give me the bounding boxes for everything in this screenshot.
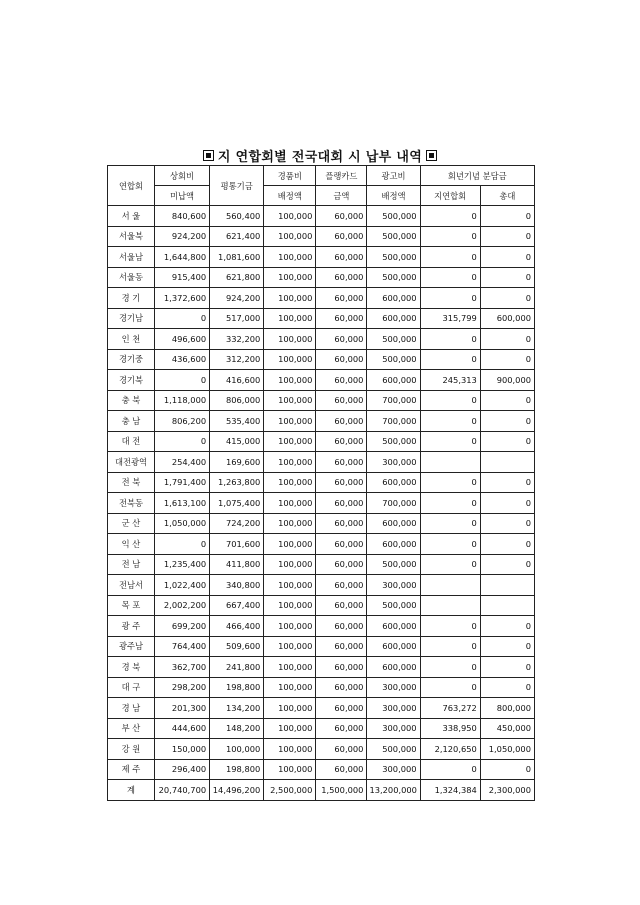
value-cell: 466,400 — [210, 616, 264, 637]
region-cell: 서울북 — [108, 226, 155, 247]
value-cell: 450,000 — [480, 718, 534, 739]
table-row — [108, 411, 535, 432]
value-cell: 1,613,100 — [154, 493, 209, 514]
table-row — [108, 472, 535, 493]
value-cell: 764,400 — [154, 636, 209, 657]
value-cell: 60,000 — [316, 554, 367, 575]
value-cell: 312,200 — [210, 349, 264, 370]
value-cell: 100,000 — [264, 657, 316, 678]
value-cell: 300,000 — [367, 759, 420, 780]
value-cell: 1,500,000 — [316, 780, 367, 801]
value-cell: 60,000 — [316, 759, 367, 780]
value-cell: 100,000 — [264, 698, 316, 719]
value-cell: 621,400 — [210, 226, 264, 247]
value-cell: 60,000 — [316, 575, 367, 596]
value-cell: 60,000 — [316, 206, 367, 227]
value-cell: 0 — [420, 493, 480, 514]
region-cell: 서 울 — [108, 206, 155, 227]
value-cell: 535,400 — [210, 411, 264, 432]
value-cell: 300,000 — [367, 698, 420, 719]
table-row — [108, 206, 535, 227]
value-cell: 0 — [480, 349, 534, 370]
header-prize: 경품비 — [264, 166, 316, 186]
value-cell: 60,000 — [316, 329, 367, 350]
header-regional: 지연합회 — [420, 186, 480, 206]
value-cell: 415,000 — [210, 431, 264, 452]
value-cell: 60,000 — [316, 267, 367, 288]
region-cell: 경기남 — [108, 308, 155, 329]
value-cell: 60,000 — [316, 431, 367, 452]
value-cell: 621,800 — [210, 267, 264, 288]
header-anniversary: 회년기념 분담금 — [420, 166, 534, 186]
value-cell: 0 — [480, 226, 534, 247]
table-row — [108, 595, 535, 616]
value-cell: 100,000 — [264, 370, 316, 391]
value-cell: 0 — [420, 677, 480, 698]
table-row — [108, 677, 535, 698]
value-cell: 100,000 — [264, 636, 316, 657]
value-cell: 2,300,000 — [480, 780, 534, 801]
value-cell: 100,000 — [264, 472, 316, 493]
value-cell: 150,000 — [154, 739, 209, 760]
value-cell: 0 — [420, 657, 480, 678]
value-cell: 600,000 — [367, 636, 420, 657]
value-cell: 100,000 — [264, 739, 316, 760]
value-cell: 60,000 — [316, 390, 367, 411]
region-cell: 전 북 — [108, 472, 155, 493]
value-cell: 500,000 — [367, 554, 420, 575]
value-cell — [480, 452, 534, 473]
value-cell: 198,800 — [210, 759, 264, 780]
value-cell: 500,000 — [367, 595, 420, 616]
payment-table — [107, 165, 535, 801]
value-cell: 924,200 — [210, 288, 264, 309]
value-cell: 60,000 — [316, 452, 367, 473]
value-cell: 100,000 — [210, 739, 264, 760]
value-cell: 806,000 — [210, 390, 264, 411]
value-cell: 60,000 — [316, 595, 367, 616]
value-cell: 60,000 — [316, 534, 367, 555]
value-cell: 600,000 — [367, 616, 420, 637]
value-cell: 0 — [420, 431, 480, 452]
value-cell — [420, 575, 480, 596]
region-cell: 대 전 — [108, 431, 155, 452]
square-bullet-icon — [426, 150, 437, 161]
value-cell: 60,000 — [316, 493, 367, 514]
value-cell: 0 — [480, 636, 534, 657]
value-cell: 1,372,600 — [154, 288, 209, 309]
region-cell: 경 남 — [108, 698, 155, 719]
value-cell: 0 — [420, 513, 480, 534]
value-cell: 100,000 — [264, 513, 316, 534]
value-cell: 100,000 — [264, 226, 316, 247]
region-cell: 강 원 — [108, 739, 155, 760]
value-cell: 0 — [154, 431, 209, 452]
value-cell: 0 — [420, 349, 480, 370]
table-row — [108, 698, 535, 719]
value-cell: 600,000 — [480, 308, 534, 329]
table-row — [108, 390, 535, 411]
value-cell: 600,000 — [367, 534, 420, 555]
value-cell: 600,000 — [367, 513, 420, 534]
value-cell: 241,800 — [210, 657, 264, 678]
value-cell: 500,000 — [367, 206, 420, 227]
value-cell: 100,000 — [264, 759, 316, 780]
value-cell: 0 — [480, 513, 534, 534]
value-cell: 100,000 — [264, 575, 316, 596]
header-fund: 평통기금 — [210, 166, 264, 206]
value-cell: 0 — [420, 247, 480, 268]
title-text: 지 연합회별 전국대회 시 납부 내역 — [217, 150, 423, 165]
value-cell: 0 — [480, 431, 534, 452]
table-row — [108, 329, 535, 350]
value-cell: 0 — [154, 308, 209, 329]
value-cell: 60,000 — [316, 616, 367, 637]
value-cell: 362,700 — [154, 657, 209, 678]
value-cell: 1,644,800 — [154, 247, 209, 268]
table-row — [108, 575, 535, 596]
value-cell: 806,200 — [154, 411, 209, 432]
region-cell: 경 기 — [108, 288, 155, 309]
value-cell: 0 — [420, 411, 480, 432]
value-cell: 0 — [420, 329, 480, 350]
value-cell: 296,400 — [154, 759, 209, 780]
value-cell: 100,000 — [264, 288, 316, 309]
region-cell: 부 산 — [108, 718, 155, 739]
header-dues: 상회비 — [154, 166, 209, 186]
value-cell: 0 — [420, 226, 480, 247]
value-cell: 100,000 — [264, 247, 316, 268]
value-cell: 500,000 — [367, 267, 420, 288]
value-cell: 0 — [480, 554, 534, 575]
square-bullet-icon — [203, 150, 214, 161]
value-cell: 600,000 — [367, 308, 420, 329]
table-row — [108, 493, 535, 514]
header-unpaid: 미납액 — [154, 186, 209, 206]
value-cell: 0 — [480, 657, 534, 678]
value-cell: 0 — [480, 267, 534, 288]
value-cell: 1,791,400 — [154, 472, 209, 493]
value-cell: 100,000 — [264, 390, 316, 411]
value-cell: 0 — [480, 472, 534, 493]
header-row-top — [108, 166, 535, 186]
value-cell: 60,000 — [316, 411, 367, 432]
table-row — [108, 267, 535, 288]
value-cell: 169,600 — [210, 452, 264, 473]
value-cell: 60,000 — [316, 718, 367, 739]
value-cell: 1,022,400 — [154, 575, 209, 596]
value-cell: 60,000 — [316, 370, 367, 391]
value-cell: 198,800 — [210, 677, 264, 698]
value-cell: 60,000 — [316, 513, 367, 534]
value-cell: 500,000 — [367, 329, 420, 350]
value-cell: 699,200 — [154, 616, 209, 637]
region-cell: 경기중 — [108, 349, 155, 370]
region-cell: 전 남 — [108, 554, 155, 575]
table-row — [108, 554, 535, 575]
value-cell: 0 — [420, 472, 480, 493]
value-cell: 0 — [480, 288, 534, 309]
value-cell: 100,000 — [264, 452, 316, 473]
value-cell: 0 — [420, 554, 480, 575]
table-row — [108, 636, 535, 657]
value-cell — [480, 595, 534, 616]
value-cell — [420, 595, 480, 616]
value-cell: 0 — [480, 677, 534, 698]
total-row — [108, 780, 535, 801]
region-cell: 목 포 — [108, 595, 155, 616]
value-cell: 315,799 — [420, 308, 480, 329]
value-cell: 1,235,400 — [154, 554, 209, 575]
value-cell: 100,000 — [264, 554, 316, 575]
value-cell: 0 — [420, 636, 480, 657]
value-cell: 20,740,700 — [154, 780, 209, 801]
value-cell: 0 — [420, 206, 480, 227]
region-cell: 전북동 — [108, 493, 155, 514]
value-cell: 1,324,384 — [420, 780, 480, 801]
region-cell: 전남서 — [108, 575, 155, 596]
value-cell: 0 — [480, 411, 534, 432]
value-cell: 1,118,000 — [154, 390, 209, 411]
value-cell: 100,000 — [264, 349, 316, 370]
table-row — [108, 513, 535, 534]
value-cell: 0 — [420, 390, 480, 411]
region-cell: 대전광역 — [108, 452, 155, 473]
header-banner: 플랭카드 — [316, 166, 367, 186]
value-cell: 496,600 — [154, 329, 209, 350]
header-prize-alloc: 배정액 — [264, 186, 316, 206]
value-cell: 134,200 — [210, 698, 264, 719]
value-cell: 763,272 — [420, 698, 480, 719]
region-cell: 광주남 — [108, 636, 155, 657]
value-cell: 60,000 — [316, 472, 367, 493]
value-cell: 0 — [480, 206, 534, 227]
table-row — [108, 759, 535, 780]
region-cell: 대 구 — [108, 677, 155, 698]
value-cell: 100,000 — [264, 616, 316, 637]
table-row — [108, 349, 535, 370]
value-cell: 840,600 — [154, 206, 209, 227]
value-cell: 298,200 — [154, 677, 209, 698]
value-cell: 509,600 — [210, 636, 264, 657]
value-cell: 300,000 — [367, 575, 420, 596]
value-cell: 100,000 — [264, 431, 316, 452]
value-cell: 100,000 — [264, 206, 316, 227]
table-row — [108, 226, 535, 247]
value-cell: 436,600 — [154, 349, 209, 370]
header-row-bottom — [108, 186, 535, 206]
value-cell: 60,000 — [316, 308, 367, 329]
table-row — [108, 308, 535, 329]
value-cell: 2,002,200 — [154, 595, 209, 616]
value-cell: 13,200,000 — [367, 780, 420, 801]
value-cell: 701,600 — [210, 534, 264, 555]
value-cell: 332,200 — [210, 329, 264, 350]
value-cell: 560,400 — [210, 206, 264, 227]
region-cell: 광 주 — [108, 616, 155, 637]
value-cell: 148,200 — [210, 718, 264, 739]
value-cell: 60,000 — [316, 247, 367, 268]
header-ad-alloc: 배정액 — [367, 186, 420, 206]
value-cell: 0 — [480, 247, 534, 268]
value-cell: 2,120,650 — [420, 739, 480, 760]
region-cell: 익 산 — [108, 534, 155, 555]
value-cell: 100,000 — [264, 718, 316, 739]
value-cell: 500,000 — [367, 739, 420, 760]
value-cell: 100,000 — [264, 267, 316, 288]
region-cell: 경기북 — [108, 370, 155, 391]
region-cell: 제 주 — [108, 759, 155, 780]
region-cell: 계 — [108, 780, 155, 801]
value-cell: 600,000 — [367, 657, 420, 678]
value-cell: 60,000 — [316, 636, 367, 657]
header-region: 연합회 — [108, 166, 155, 206]
value-cell: 1,081,600 — [210, 247, 264, 268]
value-cell: 700,000 — [367, 493, 420, 514]
region-cell: 군 산 — [108, 513, 155, 534]
value-cell: 1,263,800 — [210, 472, 264, 493]
value-cell: 0 — [480, 759, 534, 780]
value-cell: 201,300 — [154, 698, 209, 719]
header-ad: 광고비 — [367, 166, 420, 186]
value-cell: 338,950 — [420, 718, 480, 739]
table-row — [108, 247, 535, 268]
table-row — [108, 739, 535, 760]
value-cell: 0 — [420, 759, 480, 780]
region-cell: 서울동 — [108, 267, 155, 288]
value-cell: 100,000 — [264, 595, 316, 616]
region-cell: 충 남 — [108, 411, 155, 432]
value-cell: 300,000 — [367, 452, 420, 473]
value-cell: 60,000 — [316, 349, 367, 370]
table-row — [108, 431, 535, 452]
table-row — [108, 657, 535, 678]
value-cell: 100,000 — [264, 308, 316, 329]
value-cell: 60,000 — [316, 739, 367, 760]
table-row — [108, 718, 535, 739]
table-row — [108, 370, 535, 391]
value-cell: 100,000 — [264, 534, 316, 555]
region-cell: 인 천 — [108, 329, 155, 350]
table-body — [108, 206, 535, 801]
value-cell: 924,200 — [154, 226, 209, 247]
value-cell: 300,000 — [367, 677, 420, 698]
value-cell: 915,400 — [154, 267, 209, 288]
value-cell: 800,000 — [480, 698, 534, 719]
value-cell: 667,400 — [210, 595, 264, 616]
value-cell: 600,000 — [367, 370, 420, 391]
value-cell: 0 — [420, 616, 480, 637]
value-cell: 724,200 — [210, 513, 264, 534]
value-cell: 100,000 — [264, 677, 316, 698]
value-cell: 0 — [154, 370, 209, 391]
document-title — [0, 146, 640, 165]
value-cell: 100,000 — [264, 329, 316, 350]
table-row — [108, 452, 535, 473]
value-cell: 0 — [480, 493, 534, 514]
value-cell: 600,000 — [367, 472, 420, 493]
value-cell: 0 — [480, 329, 534, 350]
value-cell: 1,075,400 — [210, 493, 264, 514]
value-cell — [420, 452, 480, 473]
value-cell — [480, 575, 534, 596]
value-cell: 60,000 — [316, 677, 367, 698]
value-cell: 60,000 — [316, 657, 367, 678]
value-cell: 60,000 — [316, 698, 367, 719]
value-cell: 0 — [420, 534, 480, 555]
table-row — [108, 616, 535, 637]
value-cell: 300,000 — [367, 718, 420, 739]
region-cell: 충 북 — [108, 390, 155, 411]
value-cell: 600,000 — [367, 288, 420, 309]
value-cell: 0 — [480, 390, 534, 411]
value-cell: 411,800 — [210, 554, 264, 575]
value-cell: 0 — [420, 267, 480, 288]
table-row — [108, 534, 535, 555]
value-cell: 500,000 — [367, 247, 420, 268]
value-cell: 900,000 — [480, 370, 534, 391]
value-cell: 100,000 — [264, 411, 316, 432]
value-cell: 700,000 — [367, 411, 420, 432]
table-row — [108, 288, 535, 309]
value-cell: 1,050,000 — [154, 513, 209, 534]
header-general: 총대 — [480, 186, 534, 206]
value-cell: 0 — [154, 534, 209, 555]
value-cell: 0 — [420, 288, 480, 309]
value-cell: 500,000 — [367, 349, 420, 370]
value-cell: 340,800 — [210, 575, 264, 596]
value-cell: 1,050,000 — [480, 739, 534, 760]
value-cell: 254,400 — [154, 452, 209, 473]
value-cell: 245,313 — [420, 370, 480, 391]
value-cell: 517,000 — [210, 308, 264, 329]
value-cell: 416,600 — [210, 370, 264, 391]
value-cell: 60,000 — [316, 226, 367, 247]
value-cell: 60,000 — [316, 288, 367, 309]
value-cell: 0 — [480, 534, 534, 555]
header-banner-amount: 금액 — [316, 186, 367, 206]
value-cell: 500,000 — [367, 431, 420, 452]
value-cell: 700,000 — [367, 390, 420, 411]
value-cell: 444,600 — [154, 718, 209, 739]
region-cell: 경 북 — [108, 657, 155, 678]
value-cell: 500,000 — [367, 226, 420, 247]
value-cell: 2,500,000 — [264, 780, 316, 801]
value-cell: 100,000 — [264, 493, 316, 514]
value-cell: 0 — [480, 616, 534, 637]
value-cell: 14,496,200 — [210, 780, 264, 801]
region-cell: 서울남 — [108, 247, 155, 268]
